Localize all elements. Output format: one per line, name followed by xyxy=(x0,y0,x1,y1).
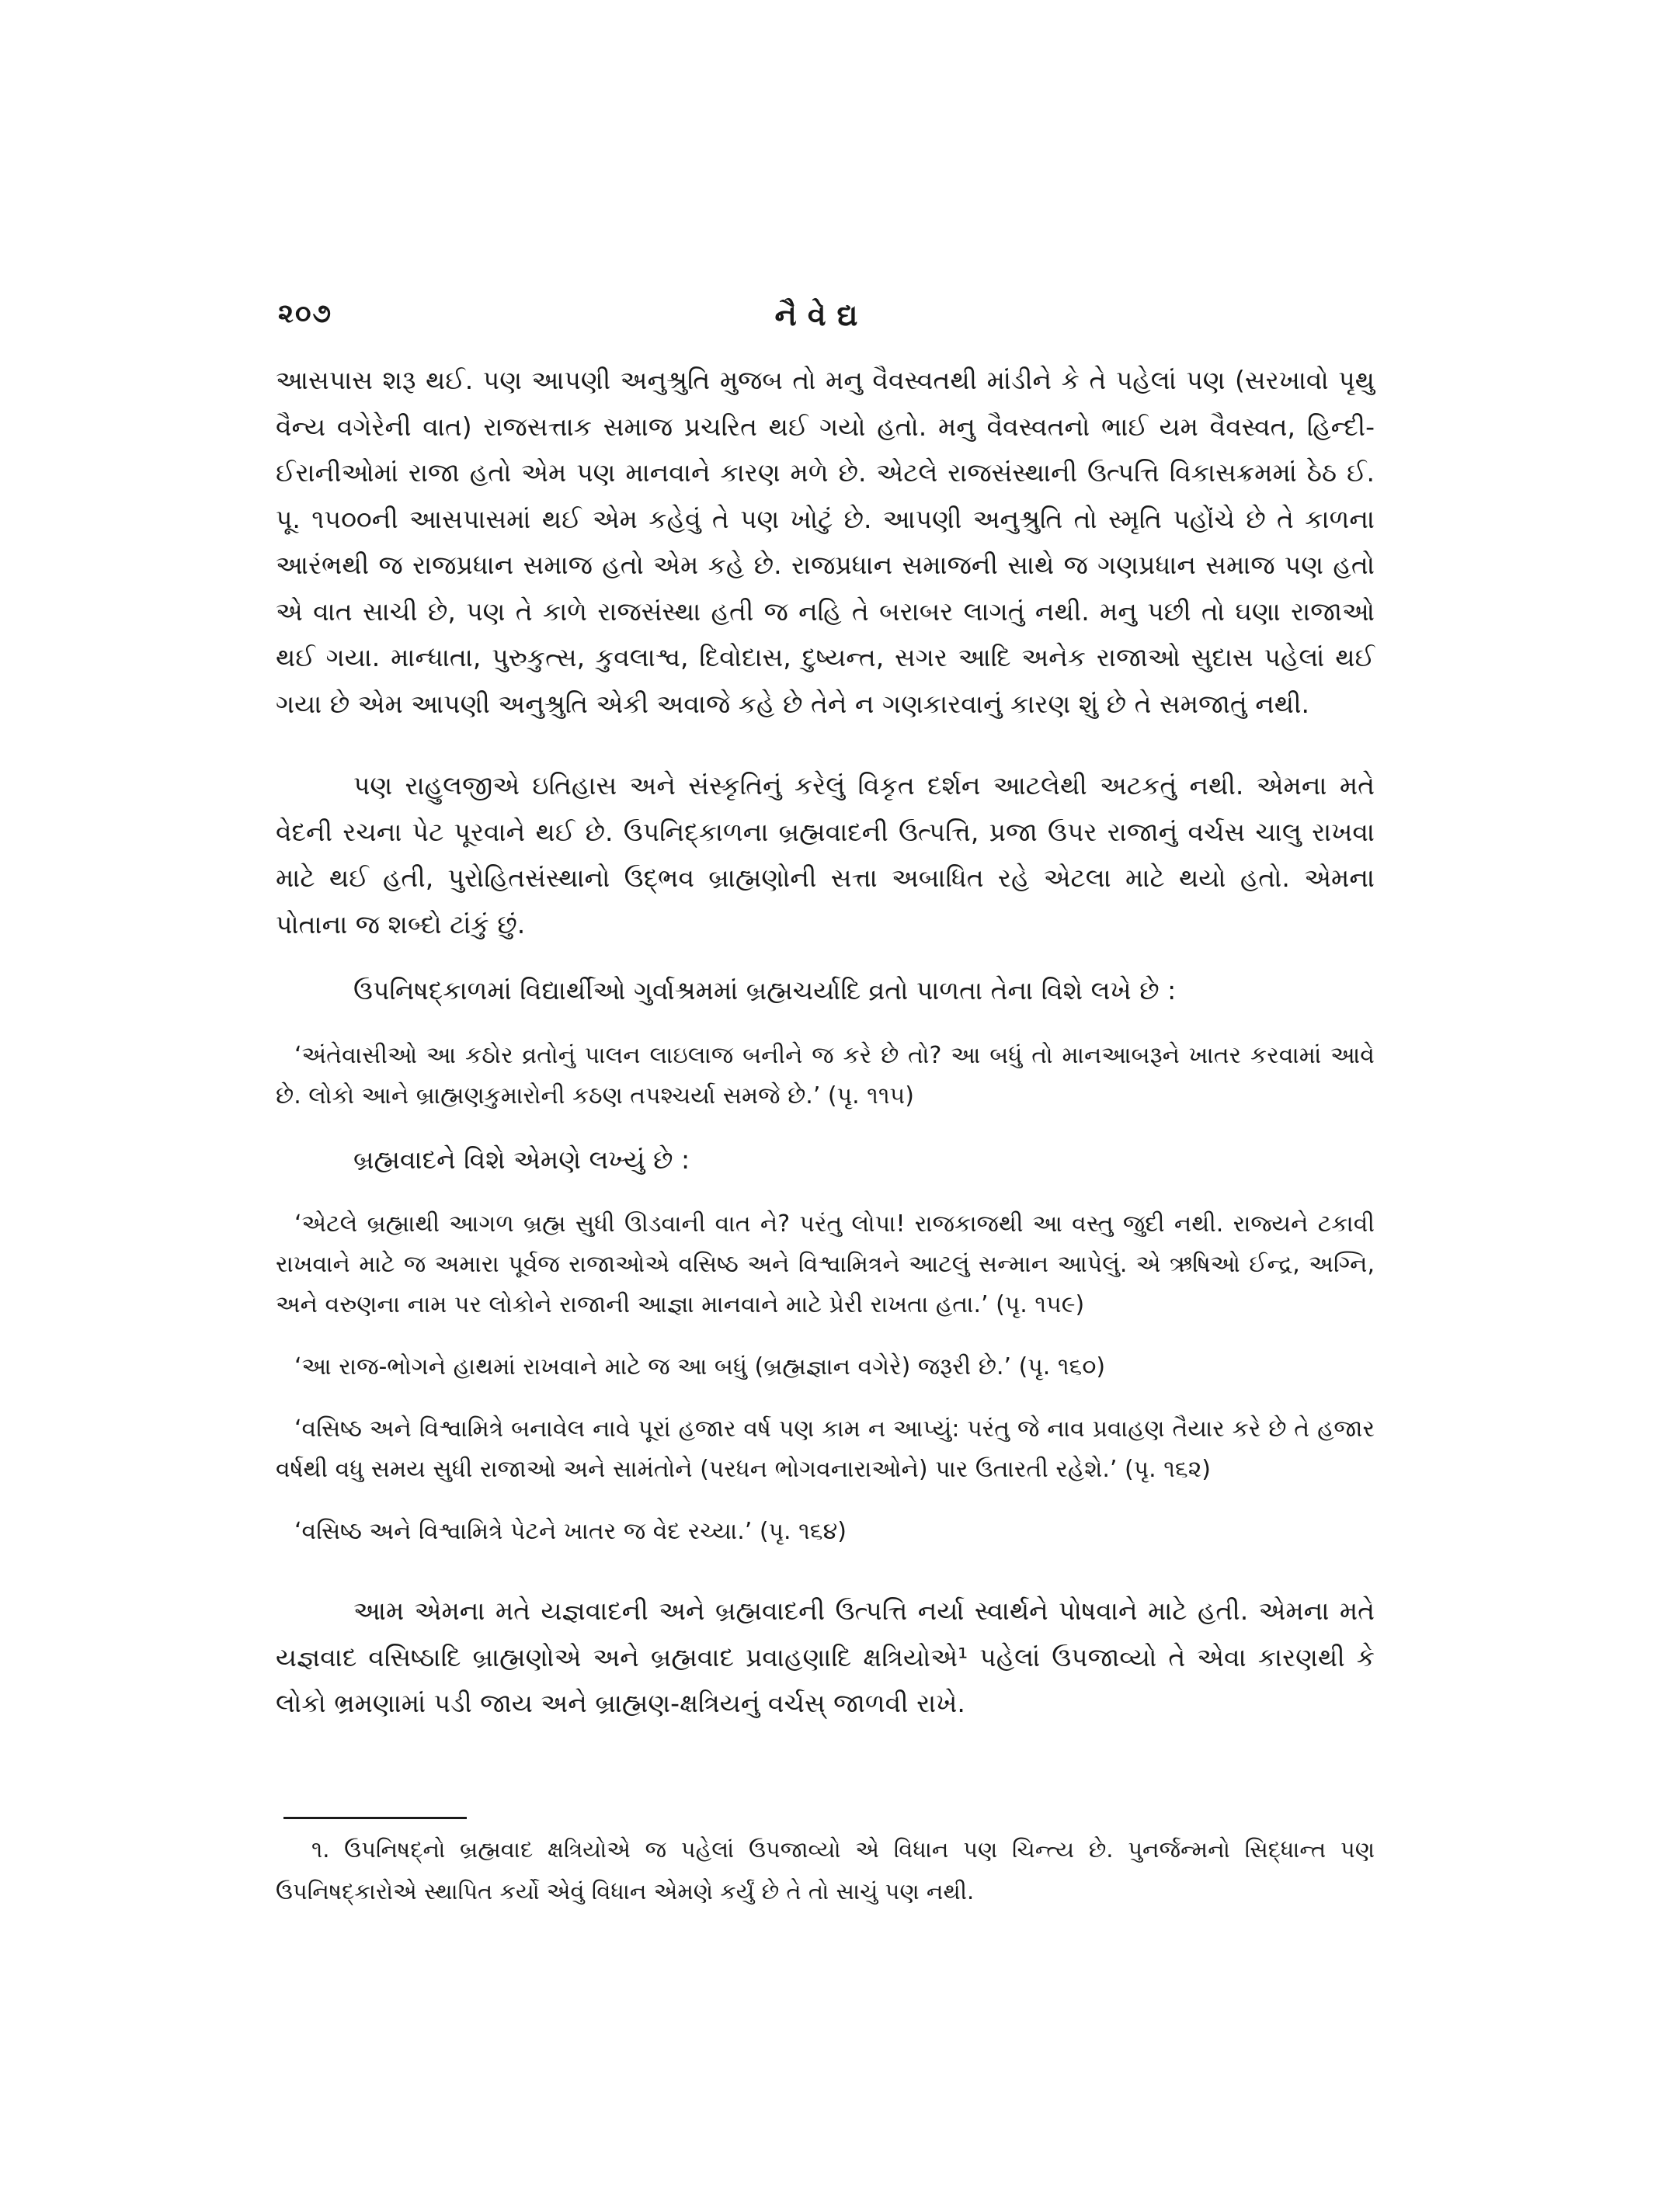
paragraph-3: ઉપનિષદ્કાળમાં વિદ્યાર્થીઓ ગુર્વાશ્રમમાં બ્રહ્મચર્યાદિ વ્રતો પાળતા તેના વિશે લખે છે : xyxy=(353,975,1177,1005)
paragraph-2: પણ રાહુલજીએ ઇતિહાસ અને સંસ્કૃતિનું કરેલું વિકૃત દર્શન આટલેથી અટકતું નથી. એમના મતે વેદની રચના પેટ પૂરવાને થઈ છે. ઉપનિદ્કાળના બ્રહ્મવાદની ઉત્પત્તિ, પ્રજા ઉપર રાજાનું વર્ચસ ચાલુ રાખવા માટે થઈ હતી, પુરોહિતસંસ્થાનો ઉદ્ભવ બ્રાહ્મણોની સત્તા અબાધિત રહે એટલા માટે થયો હતો. એમના પોતાના જ શબ્દો ટાંકું છું. xyxy=(276,770,1375,939)
running-title: નૈવેદ્ય xyxy=(774,298,869,332)
page-number: ૨૦૭ xyxy=(278,298,333,329)
quotation-5: ‘વસિષ્ઠ અને વિશ્વામિત્રે પેટને ખાતર જ વેદ રચ્યા.’ (પૃ. ૧૬૪) xyxy=(294,1518,847,1545)
footnote xyxy=(276,1828,1375,1912)
quotation-2: ‘એટલે બ્રહ્માથી આગળ બ્રહ્મ સુધી ઊડવાની વાત ને? પરંતુ લોપા! રાજકાજથી આ વસ્તુ જુદી નથી. રાજ્યને ટકાવી રાખવાને માટે જ અમારા પૂર્વજ રાજાઓએ વસિષ્ઠ અને વિશ્વામિત્રને આટલું સન્માન આપેલું. એ ઋષિઓ ઈન્દ્ર, અગ્નિ, અને વરુણના નામ પર લોકોને રાજાની આજ્ઞા માનવાને માટે પ્રેરી રાખતા હતા.’ (પૃ. ૧૫૯) xyxy=(276,1210,1375,1318)
paragraph-1: આસપાસ શરૂ થઈ. પણ આપણી અનુશ્રુતિ મુજબ તો મનુ વૈવસ્વતથી માંડીને કે તે પહેલાં પણ (સરખાવો પૃથુ વૈન્ય વગેરેની વાત) રાજસત્તાક સમાજ પ્રચરિત થઈ ગયો હતો. મનુ વૈવસ્વતનો ભાઈ યમ વૈવસ્વત, હિન્દી-ઈરાનીઓમાં રાજા હતો એમ પણ માનવાને કારણ મળે છે. એટલે રાજસંસ્થાની ઉત્પત્તિ વિકાસક્રમમાં ઠેઠ ઈ. પૂ. ૧૫૦૦ની આસપાસમાં થઈ એમ કહેવું તે પણ ખોટું છે. આપણી અનુશ્રુતિ તો સ્મૃતિ પહોંચે છે તે કાળના આરંભથી જ રાજપ્રધાન સમાજ હતો એમ કહે છે. રાજપ્રધાન સમાજની સાથે જ ગણપ્રધાન સમાજ પણ હતો એ વાત સાચી છે, પણ તે કાળે રાજસંસ્થા હતી જ નહિ તે બરાબર લાગતું નથી. મનુ પછી તો ઘણા રાજાઓ થઈ ગયા. માન્ધાતા, પુરુકુત્સ, કુવલાશ્વ, દિવોદાસ, દુષ્યન્ત, સગર આદિ અનેક રાજાઓ સુદાસ પહેલાં થઈ ગયા છે એમ આપણી અનુશ્રુતિ એકી અવાજે કહે છે તેને ન ગણકારવાનું કારણ શું છે તે સમજાતું નથી. xyxy=(276,365,1375,719)
footnote-text: ૧. ઉપનિષદ્નો બ્રહ્મવાદ ક્ષત્રિયોએ જ પહેલાં ઉપજાવ્યો એ વિધાન પણ ચિન્ત્ય છે. પુનર્જન્મનો સિદ્ધાન્ત પણ ઉપનિષદ્કારોએ સ્થાપિત કર્યો એવું વિધાન એમણે કર્યું છે તે તો સાચું પણ નથી. xyxy=(276,1836,1375,1905)
quotation-1: ‘અંતેવાસીઓ આ કઠોર વ્રતોનું પાલન લાઇલાજ બનીને જ કરે છે તો? આ બધું તો માનઆબરૂને ખાતર કરવામાં આવે છે. લોકો આને બ્રાહ્મણકુમારોની કઠણ તપશ્ચર્યા સમજે છે.’ (પૃ. ૧૧૫) xyxy=(276,1041,1375,1109)
footnote-divider xyxy=(283,1817,467,1819)
body-text xyxy=(276,357,1375,1727)
paragraph-4: બ્રહ્મવાદને વિશે એમણે લખ્યું છે : xyxy=(353,1144,690,1175)
quotation-4: ‘વસિષ્ઠ અને વિશ્વામિત્રે બનાવેલ નાવે પૂરાં હજાર વર્ષ પણ કામ ન આપ્યું: પરંતુ જે નાવ પ્રવાહણ તૈયાર કરે છે તે હજાર વર્ષથી વધુ સમય સુધી રાજાઓ અને સામંતોને (પરધન ભોગવનારાઓને) પાર ઉતારતી રહેશે.’ (પૃ. ૧૬૨) xyxy=(276,1415,1375,1483)
page-header xyxy=(270,298,1373,345)
paragraph-5: આમ એમના મતે યજ્ઞવાદની અને બ્રહ્મવાદની ઉત્પત્તિ નર્યા સ્વાર્થને પોષવાને માટે હતી. એમના મતે યજ્ઞવાદ વસિષ્ઠાદિ બ્રાહ્મણોએ અને બ્રહ્મવાદ પ્રવાહણાદિ ક્ષત્રિયોએ¹ પહેલાં ઉપજાવ્યો તે એવા કારણથી કે લોકો ભ્રમણામાં પડી જાય અને બ્રાહ્મણ-ક્ષત્રિયનું વર્ચસ્ જાળવી રાખે. xyxy=(276,1596,1375,1718)
quotation-3: ‘આ રાજ-ભોગને હાથમાં રાખવાને માટે જ આ બધું (બ્રહ્મજ્ઞાન વગેરે) જરૂરી છે.’ (પૃ. ૧૬૦) xyxy=(294,1353,1106,1380)
